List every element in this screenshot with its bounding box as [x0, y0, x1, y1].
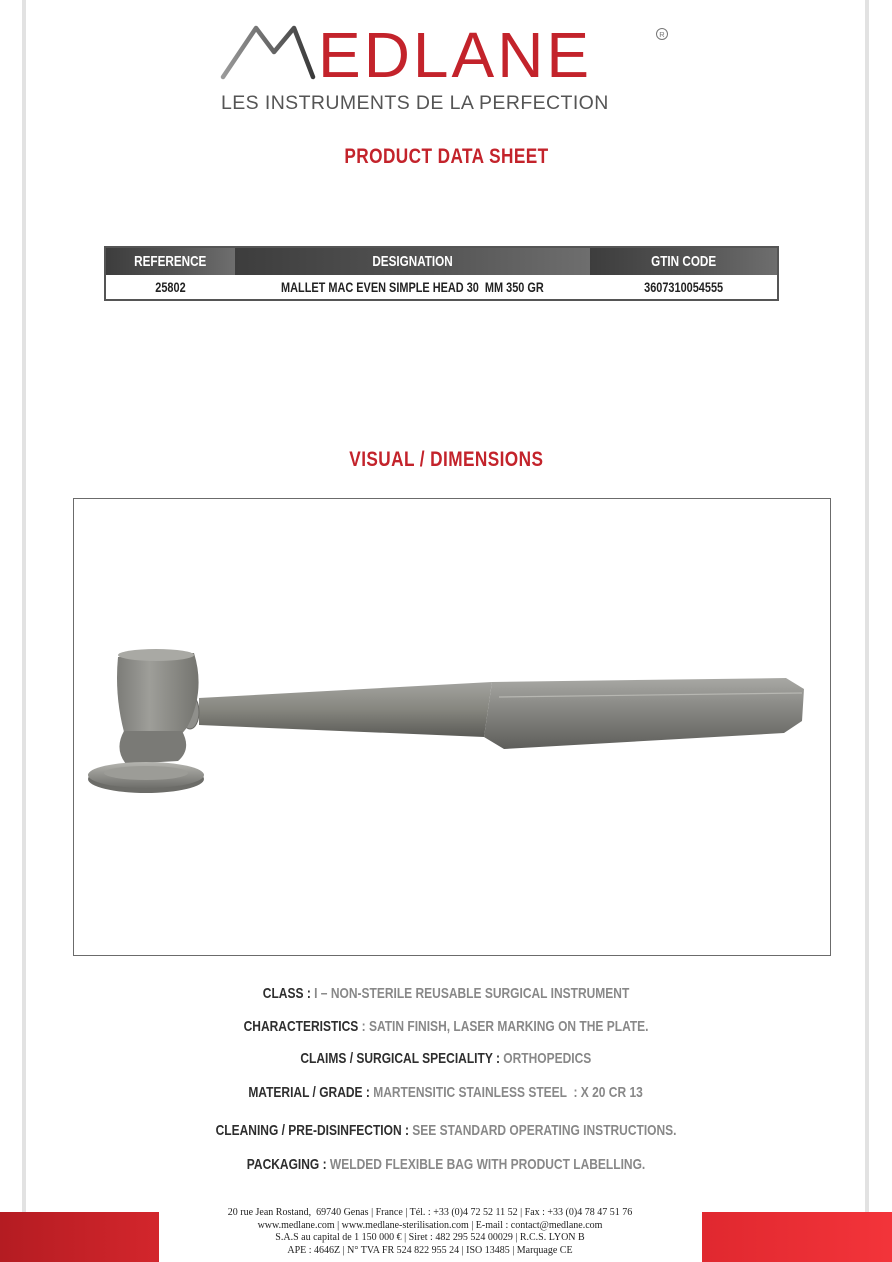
table-row — [105, 275, 778, 300]
spec-cleaning: CLEANING / PRE-DISINFECTION : SEE STANDARD OPERATING INSTRUCTIONS. — [215, 1122, 677, 1139]
spec-characteristics: CHARACTERISTICS : SATIN FINISH, LASER MARKING ON THE PLATE. — [243, 1018, 649, 1035]
header-gtin-code: GTIN CODE — [590, 247, 778, 275]
medlane-logo — [218, 22, 678, 117]
cell-gtin-code: 3607310054555 — [590, 275, 778, 300]
footer-web-line: www.medlane.com | www.medlane-sterilisation.com | E-mail : contact@medlane.com — [257, 1219, 603, 1231]
cell-reference: 25802 — [105, 275, 235, 300]
reference-table — [104, 246, 779, 301]
visual-dimensions-title: VISUAL / DIMENSIONS — [348, 448, 544, 471]
header-reference: REFERENCE — [105, 247, 235, 275]
header-designation: DESIGNATION — [235, 247, 590, 275]
footer-red-bar-left — [0, 1212, 159, 1262]
registered-mark: R — [659, 30, 665, 39]
logo-wordmark: EDLANE — [318, 22, 593, 91]
mallet-handle — [484, 678, 804, 749]
mallet-shaft — [199, 682, 492, 737]
logo-tagline: LES INSTRUMENTS DE LA PERFECTION — [221, 92, 609, 114]
product-image-frame — [73, 498, 831, 956]
mallet-illustration — [74, 499, 830, 955]
footer-registration-line: APE : 4646Z | N° TVA FR 524 822 955 24 | ISO 13485 | Marquage CE — [287, 1244, 573, 1256]
footer-address-line: 20 rue Jean Rostand, 69740 Genas | France | Tél. : +33 (0)4 72 52 11 52 | Fax : +33 (0)4 78 47 51 76 — [227, 1207, 633, 1218]
spec-packaging: PACKAGING : WELDED FLEXIBLE BAG WITH PRODUCT LABELLING. — [246, 1156, 646, 1173]
spec-class: CLASS : I – NON-STERILE REUSABLE SURGICAL INSTRUMENT — [262, 985, 630, 1002]
cell-designation: MALLET MAC EVEN SIMPLE HEAD 30 MM 350 GR — [235, 275, 590, 300]
product-data-sheet-title: PRODUCT DATA SHEET — [343, 145, 549, 168]
mallet-head — [117, 653, 199, 739]
spec-claims-speciality: CLAIMS / SURGICAL SPECIALITY : ORTHOPEDICS — [300, 1050, 592, 1067]
spec-material-grade: MATERIAL / GRADE : MARTENSITIC STAINLESS STEEL : X 20 CR 13 — [248, 1084, 644, 1101]
footer-address — [180, 1207, 680, 1257]
footer-company-line: S.A.S au capital de 1 150 000 € | Siret : 482 295 524 00029 | R.C.S. LYON B — [275, 1232, 585, 1243]
footer-red-bar-right — [702, 1212, 892, 1262]
table-header-row — [105, 247, 778, 275]
